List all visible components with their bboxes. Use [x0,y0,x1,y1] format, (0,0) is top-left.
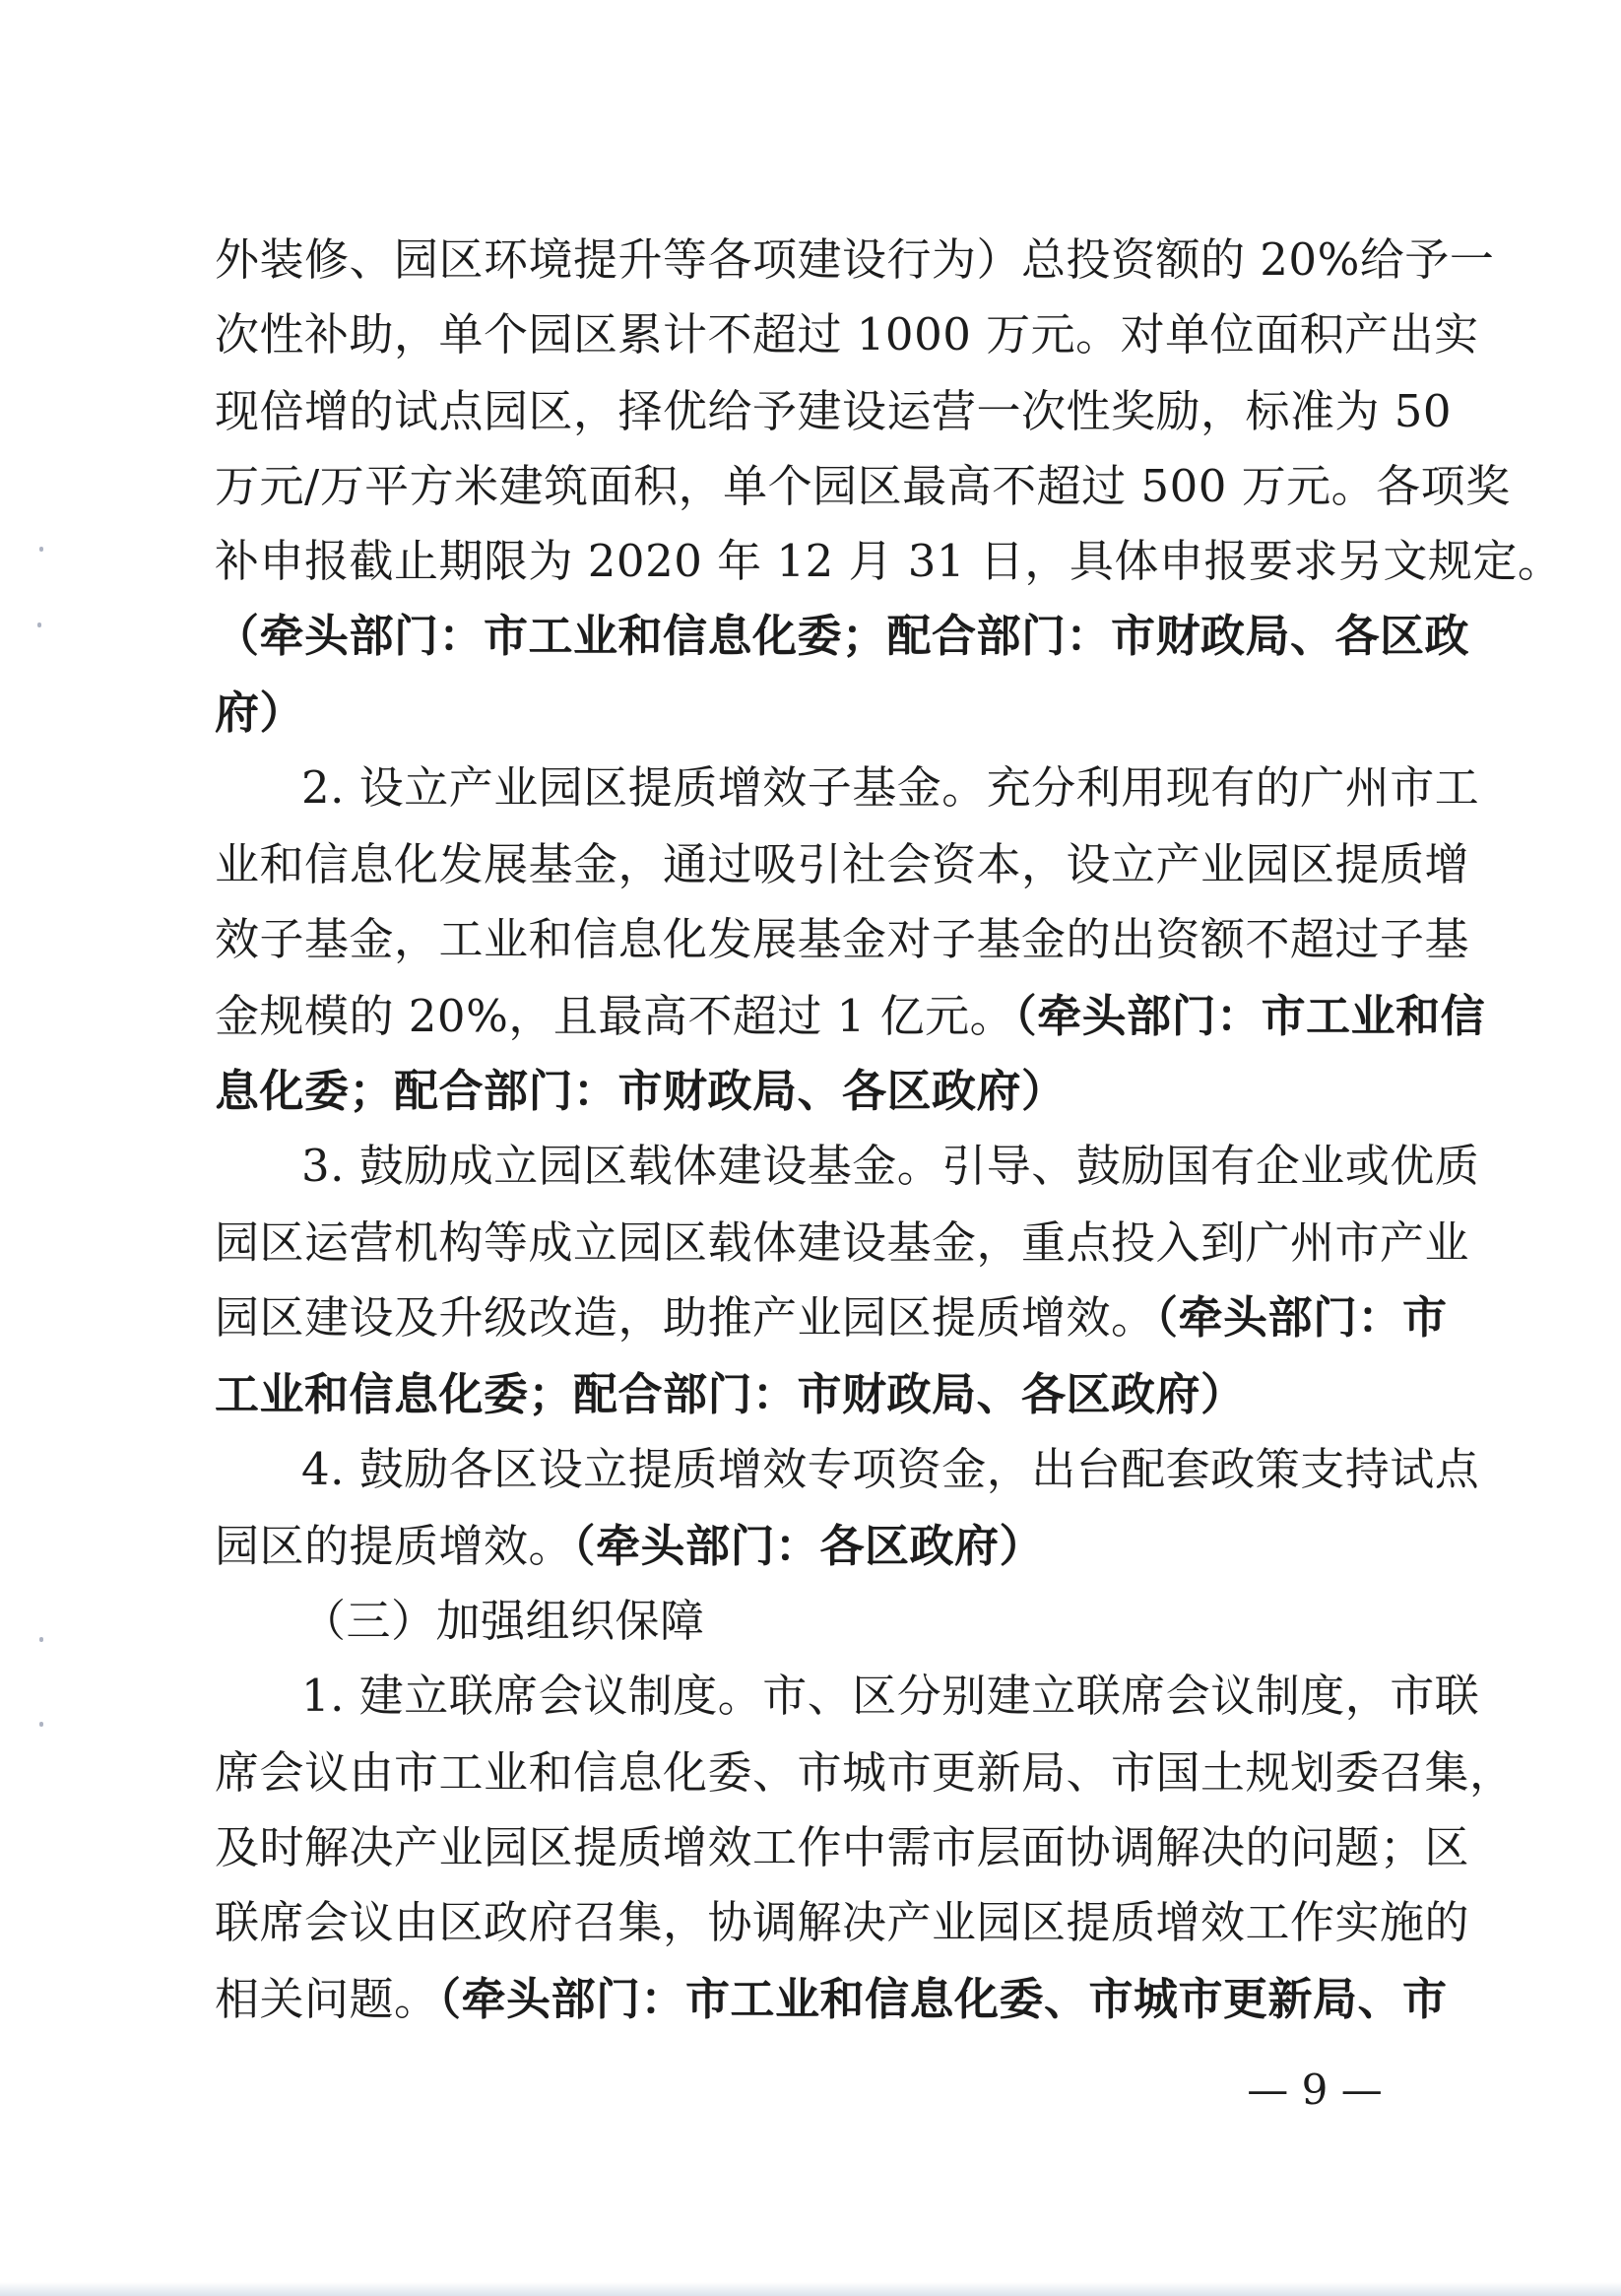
text-line [215,599,1470,674]
text-segment: 次性补助，单个园区累计不超过 1000 万元。对单位面积产出实 [215,308,1479,361]
text-segment: （三）加强组织保障 [301,1595,705,1647]
text-segment: 2. 设立产业园区提质增效子基金。充分利用现有的广州市工 [301,761,1480,814]
text-segment: 外装修、园区环境提升等各项建设行为）总投资额的 20%给予一 [215,233,1495,286]
text-segment: 相关问题。 [215,1973,439,2025]
bold-text-segment: 府） [215,687,305,739]
text-line [215,524,1563,599]
text-line [301,1129,1480,1204]
text-line [215,1810,1470,1885]
text-segment: 联席会议由区政府召集，协调解决产业园区提质增效工作实施的 [215,1896,1470,1948]
text-segment: 效子基金，工业和信息化发展基金对子基金的出资额不超过子基 [215,913,1470,965]
text-line [215,979,1486,1054]
text-segment: 4. 鼓励各区设立提质增效专项资金，出台配套政策支持试点 [301,1443,1480,1495]
text-segment: 园区建设及升级改造，助推产业园区提质增效。 [215,1291,1156,1344]
text-line [215,1357,1416,1432]
text-segment: 园区运营机构等成立园区载体建设基金，重点投入到广州市产业 [215,1216,1470,1269]
text-line [215,223,1495,297]
text-line [215,902,1470,977]
page-number: — 9 — [1247,2066,1383,2114]
text-line [301,751,1480,825]
bold-text-segment: （牵头部门：市工业和信 [1014,990,1486,1042]
text-line [215,1885,1470,1960]
text-line [215,1280,1448,1355]
text-line [215,1206,1470,1280]
bold-text-segment: （牵头部门：市工业和信息化委；配合部门：市财政局、各区政 [215,610,1470,662]
text-line [215,297,1479,372]
text-line [215,1962,1448,2037]
bold-text-segment: （牵头部门：各区政府） [573,1520,1045,1572]
text-line [215,827,1470,902]
bold-text-segment: 息化委；配合部门：市财政局、各区政府） [215,1065,1067,1117]
text-line [215,1054,1416,1129]
text-segment: 园区的提质增效。 [215,1520,574,1572]
bold-text-segment: （牵头部门：市 [1155,1291,1448,1344]
scan-speck [39,1722,43,1727]
text-segment: 万元/万平方米建筑面积，单个园区最高不超过 500 万元。各项奖 [215,460,1511,512]
text-line [301,1584,1416,1659]
text-line [301,1432,1480,1507]
text-segment: 补申报截止期限为 2020 年 12 月 31 日，具体申报要求另文规定。 [215,535,1563,587]
text-segment: 业和信息化发展基金，通过吸引社会资本，设立产业园区提质增 [215,838,1470,890]
scan-edge [0,2282,1621,2296]
bold-text-segment: 工业和信息化委；配合部门：市财政局、各区政府） [215,1368,1246,1420]
text-line [215,1736,1515,1810]
text-segment: 席会议由市工业和信息化委、市城市更新局、市国土规划委召集， [215,1746,1515,1799]
text-segment: 及时解决产业园区提质增效工作中需市层面协调解决的问题；区 [215,1821,1470,1873]
text-segment: 现倍增的试点园区，择优给予建设运营一次性奖励，标准为 50 [215,385,1453,437]
text-segment: 金规模的 20%，且最高不超过 1 亿元。 [215,990,1015,1042]
scan-speck [39,1637,43,1642]
text-line [215,374,1453,449]
text-line [301,1659,1480,1734]
text-line [215,449,1511,524]
text-segment: 3. 鼓励成立园区载体建设基金。引导、鼓励国有企业或优质 [301,1140,1480,1192]
scan-speck [37,623,41,627]
text-line [215,1509,1416,1584]
text-segment: 1. 建立联席会议制度。市、区分别建立联席会议制度，市联 [301,1670,1480,1722]
text-line [215,676,1416,751]
scan-speck [39,547,43,552]
bold-text-segment: （牵头部门：市工业和信息化委、市城市更新局、市 [438,1973,1448,2025]
